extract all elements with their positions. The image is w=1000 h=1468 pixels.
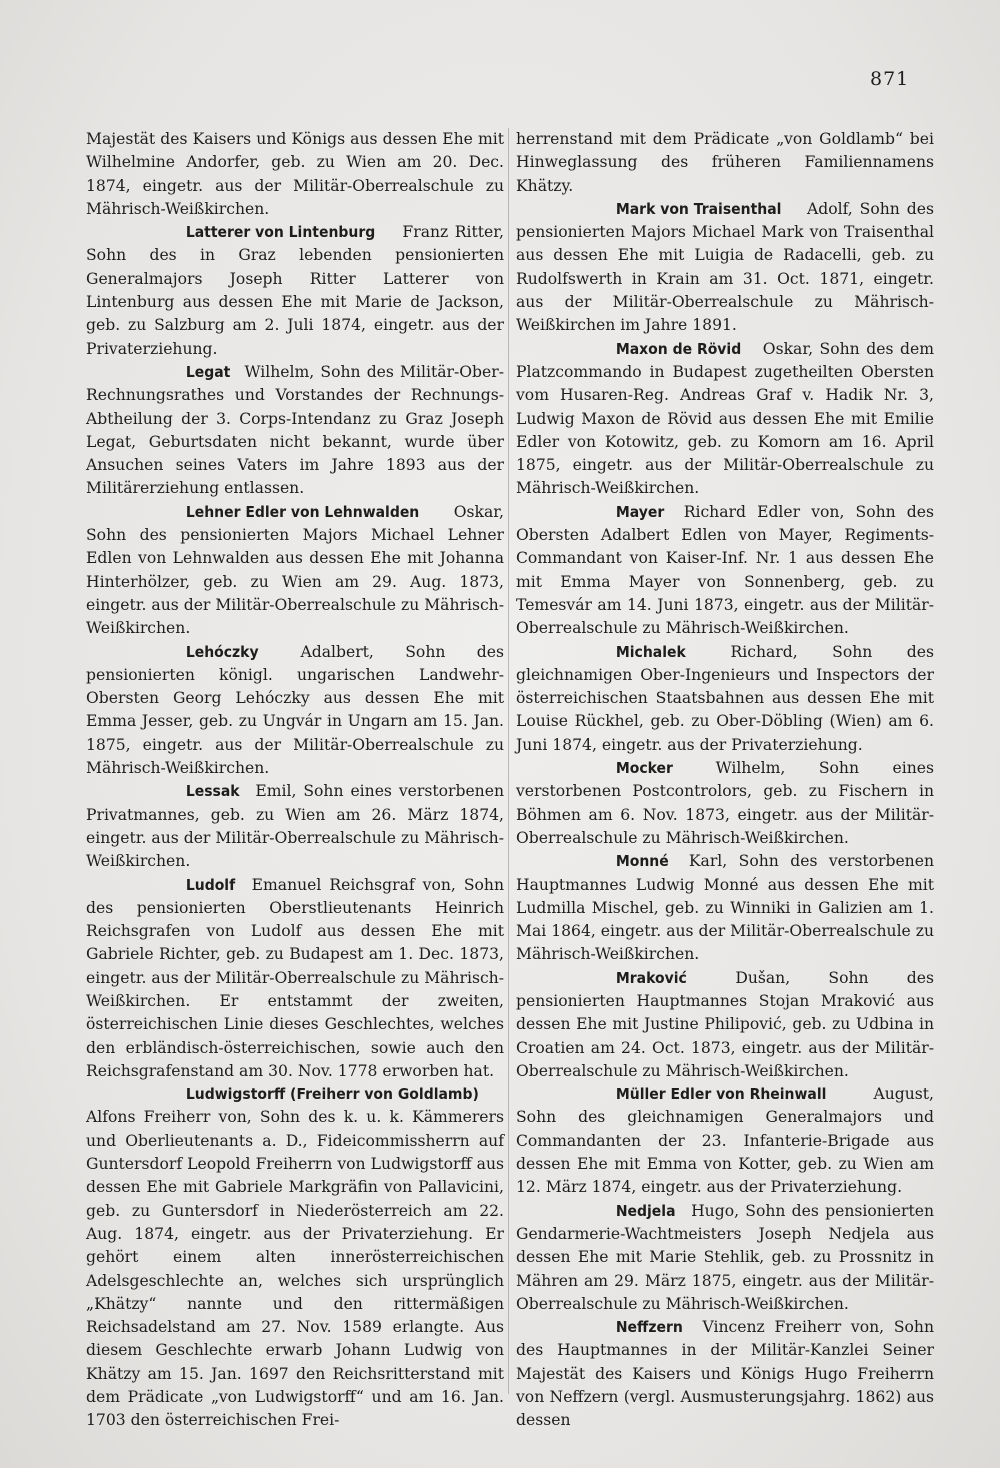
entry-text: Oskar, Sohn des dem Platzcommando in Budapest zugetheilten Obersten vom Husaren-Reg. Andreas Graf v. Hadik Nr. 3, Ludwig Maxon de Rövid aus dessen Ehe mit Emilie Edler von Kotowitz, geb. zu Komorn am 16. April 1875, eingetr. aus der Militär-Oberrealschule zu Mährisch-Weißkirchen. — [516, 339, 934, 498]
entry-text: Emanuel Reichsgraf von, Sohn des pensionierten Oberstlieutenants Heinrich Reichsgrafen von Ludolf aus dessen Ehe mit Gabriele Richter, geb. zu Budapest am 1. Dec. 1873, eingetr. aus der Militär-Oberrealschule zu Mährisch-Weißkirchen. Er entstammt der zweiten, österreichischen Linie dieses Geschlechtes, welches den erbländisch-österreichischen, sowie auch den Reichsgrafenstand am 30. Nov. 1778 erworben hat. — [86, 875, 504, 1080]
entry-name: Legat — [185, 362, 231, 381]
entry-name: Maxon de Rövid — [615, 339, 742, 358]
register-entry — [86, 641, 504, 781]
register-entry — [516, 850, 934, 966]
entry-name: Michalek — [615, 642, 686, 661]
entry-name: Lessak — [185, 782, 240, 801]
entry-text: Wilhelm, Sohn eines verstorbenen Postcontrolors, geb. zu Fischern in Böhmen am 6. Nov. 1873, eingetr. aus der Militär-Oberrealschule zu Mährisch-Weißkirchen. — [516, 759, 934, 847]
register-entry — [516, 338, 934, 501]
register-entry — [516, 967, 934, 1083]
entry-name: Ludolf — [185, 875, 236, 894]
register-entry — [86, 780, 504, 873]
entry-text: Richard, Sohn des gleichnamigen Ober-Ingenieurs und Inspectors der österreichischen Staatsbahnen aus dessen Ehe mit Louise Rückhel, geb. zu Ober-Döbling (Wien) am 6. Juni 1874, eingetr. aus der Privaterziehung. — [516, 642, 934, 754]
entry-name: Latterer von Lintenburg — [185, 223, 376, 242]
entry-name: Mocker — [615, 759, 673, 778]
register-entry — [516, 198, 934, 338]
entry-continuation — [516, 128, 934, 198]
entry-text: August, Sohn des gleichnamigen Generalmajors und Commandanten der 23. Infanterie-Brigade aus dessen Ehe mit Emma von Kotter, geb. zu Wien am 12. März 1874, eingetr. aus der Privaterziehung. — [516, 1085, 934, 1197]
page-number: 871 — [870, 68, 910, 90]
entry-text: Adalbert, Sohn des pensionierten königl. ungarischen Landwehr-Obersten Georg Lehóczky aus dessen Ehe mit Emma Jesser, geb. zu Ungvár in Ungarn am 15. Jan. 1875, eingetr. aus der Militär-Oberrealschule zu Mährisch-Weißkirchen. — [86, 642, 504, 778]
entry-text: Franz Ritter, Sohn des in Graz lebenden pensionierten Generalmajors Joseph Ritter Latterer von Lintenburg aus dessen Ehe mit Marie de Jackson, geb. zu Salzburg am 2. Juli 1874, eingetr. aus der Privaterziehung. — [86, 223, 504, 358]
entry-text: Majestät des Kaisers und Königs aus dessen Ehe mit Wilhelmine Andorfer, geb. zu Wien am 20. Dec. 1874, eingetr. aus der Militär-Oberrealschule zu Mährisch-Weißkirchen. — [86, 130, 504, 218]
entry-text: Vincenz Freiherr von, Sohn des Hauptmannes in der Militär-Kanzlei Seiner Majestät des Kaisers und Königs Hugo Freiherrn von Neffzern (vergl. Ausmusterungsjahrg. 1862) aus dessen — [516, 1318, 934, 1430]
entry-text: Emil, Sohn eines verstorbenen Privatmannes, geb. zu Wien am 26. März 1874, eingetr. aus der Militär-Oberrealschule zu Mährisch-Weißkirchen. — [86, 782, 504, 871]
entry-name: Neffzern — [615, 1318, 683, 1337]
entry-name: Lehner Edler von Lehnwalden — [185, 502, 420, 521]
entry-name: Lehóczky — [185, 642, 259, 661]
entry-continuation — [86, 128, 504, 221]
entry-text: Hugo, Sohn des pensionierten Gendarmerie-Wachtmeisters Joseph Nedjela aus dessen Ehe mit Marie Stehlik, geb. zu Prossnitz in Mähren am 29. März 1875, eingetr. aus der Militär-Oberrealschule zu Mährisch-Weißkirchen. — [516, 1201, 934, 1313]
register-entry — [86, 361, 504, 501]
register-entry — [516, 1316, 934, 1432]
entry-name: Müller Edler von Rheinwall — [615, 1085, 827, 1104]
entry-name: Mayer — [615, 502, 665, 521]
entry-name: Nedjela — [615, 1201, 676, 1220]
register-entry — [86, 221, 504, 361]
entry-name: Monné — [615, 852, 669, 871]
register-entry — [516, 1083, 934, 1199]
entry-text: Alfons Freiherr von, Sohn des k. u. k. Kämmerers und Oberlieutenants a. D., Fideicommissherrn auf Guntersdorf Leopold Freiherrn von Ludwigstorff aus dessen Ehe mit Gabriele Markgräfin von Pallavicini, geb. zu Guntersdorf in Niederösterreich am 22. Aug. 1874, eingetr. aus der Privaterziehung. Er gehört einem alten innerösterreichischen Adelsgeschlechte an, welches sich ursprünglich „Khätzy“ nannte und den rittermäßigen Reichsadelstand am 27. Nov. 1589 erlangte. Aus diesem Geschlechte erwarb Johann Ludwig von Khätzy am 15. Jan. 1697 den Reichsritterstand mit dem Prädicate „von Ludwigstorff“ und am 16. Jan. 1703 den österreichischen Frei- — [86, 1108, 504, 1430]
entry-name: Mraković — [615, 968, 687, 987]
register-entry — [86, 874, 504, 1084]
right-column — [516, 128, 934, 1433]
register-entry — [516, 641, 934, 757]
entry-text: herrenstand mit dem Prädicate „von Goldlamb“ bei Hinweglassung des früheren Familiennamens Khätzy. — [516, 130, 934, 195]
register-entry — [86, 501, 504, 641]
entry-text: Oskar, Sohn des pensionierten Majors Michael Lehner Edlen von Lehnwalden aus dessen Ehe mit Johanna Hinterhölzer, geb. zu Wien am 29. Aug. 1873, eingetr. aus der Militär-Oberrealschule zu Mährisch-Weißkirchen. — [86, 502, 504, 638]
entry-name: Mark von Traisenthal — [615, 199, 782, 218]
entry-text: Karl, Sohn des verstorbenen Hauptmannes Ludwig Monné aus dessen Ehe mit Ludmilla Mischel, geb. zu Winniki in Galizien am 1. Mai 1864, eingetr. aus der Militär-Oberrealschule zu Mährisch-Weißkirchen. — [516, 852, 935, 964]
register-entry — [516, 1200, 934, 1316]
register-entry — [86, 1083, 504, 1432]
entry-text: Richard Edler von, Sohn des Obersten Adalbert Edlen von Mayer, Regiments-Commandant von Kaiser-Inf. Nr. 1 aus dessen Ehe mit Emma Mayer von Sonnenberg, geb. zu Temesvár am 14. Juni 1873, eingetr. aus der Militär-Oberrealschule zu Mährisch-Weißkirchen. — [516, 502, 934, 638]
register-entry — [516, 757, 934, 850]
entry-text: Wilhelm, Sohn des Militär-Ober-Rechnungsrathes und Vorstandes der Rechnungs-Abtheilung der 3. Corps-Intendanz zu Graz Joseph Legat, Geburtsdaten nicht bekannt, wurde über Ansuchen seines Vaters im Jahre 1893 aus der Militärerziehung entlassen. — [86, 362, 504, 498]
register-entry — [516, 501, 934, 641]
left-column — [86, 128, 504, 1433]
entry-text: Dušan, Sohn des pensionierten Hauptmannes Stojan Mraković aus dessen Ehe mit Justine Philipović, geb. zu Udbina in Croatien am 24. Oct. 1873, eingetr. aus der Militär-Oberrealschule zu Mährisch-Weißkirchen. — [516, 968, 934, 1080]
entry-name: Ludwigstorff (Freiherr von Goldlamb) — [185, 1085, 479, 1104]
column-divider — [508, 128, 509, 1394]
entry-text: Adolf, Sohn des pensionierten Majors Michael Mark von Traisenthal aus dessen Ehe mit Luigia de Radacelli, geb. zu Rudolfswerth in Krain am 31. Oct. 1871, eingetr. aus der Militär-Oberrealschule zu Mährisch-Weißkirchen im Jahre 1891. — [516, 199, 934, 335]
